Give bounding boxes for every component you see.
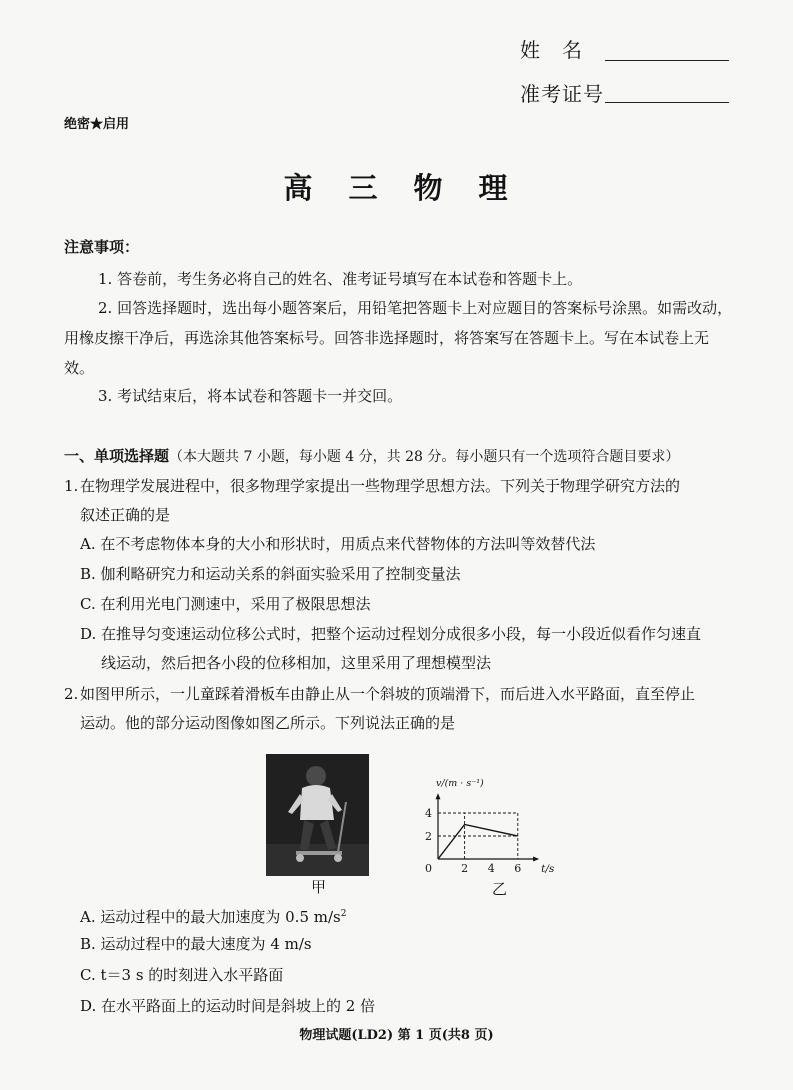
q2-option-c[interactable]: C. t＝3 s 的时刻进入水平路面	[80, 966, 284, 984]
figure-b-caption: 乙	[492, 880, 508, 898]
q1-option-c[interactable]: C. 在利用光电门测速中，采用了极限思想法	[80, 595, 371, 613]
section-note: （本大题共 7 小题，每小题 4 分，共 28 分。每小题只有一个选项符合题目要求）	[169, 449, 680, 465]
y-axis-label: v/(m · s⁻¹)	[436, 778, 484, 789]
question-line: 运动。他的部分运动图像如图乙所示。下列说法正确的是	[80, 714, 456, 732]
question-1-stem	[64, 472, 736, 530]
section-title: 一、单项选择题	[64, 447, 170, 465]
figure-a-caption: 甲	[311, 878, 327, 896]
title-char: 理	[478, 171, 510, 205]
notice-item: 2. 回答选择题时，选出每小题答案后，用铅笔把答题卡上对应题目的答案标号涂黑。如需改动，用橡皮擦干净后，再选涂其他答案标号。回答非选择题时，将答案写在答题卡上。写在本试卷上无效。	[64, 299, 733, 377]
y-tick-label: 2	[425, 830, 432, 843]
notice-heading: 注意事项：	[64, 238, 140, 256]
secret-label: 绝密★启用	[64, 117, 130, 132]
q2-option-a-exponent: 2	[340, 909, 347, 919]
question-line: 在物理学发展进程中，很多物理学家提出一些物理学思想方法。下列关于物理学研究方法的	[80, 477, 681, 495]
question-number: 2.	[64, 685, 79, 703]
title-char: 高	[283, 171, 315, 205]
exam-id-label: 准考证号	[520, 82, 604, 106]
y-tick-label: 4	[425, 807, 432, 820]
x-tick-label: 6	[514, 862, 522, 875]
page-footer: 物理试题(LD2) 第 1 页(共8 页)	[299, 1028, 494, 1043]
page-title	[0, 166, 793, 207]
q1-option-a[interactable]: A. 在不考虑物体本身的大小和形状时，用质点来代替物体的方法叫等效替代法	[80, 535, 596, 553]
q2-option-d[interactable]: D. 在水平路面上的运动时间是斜坡上的 2 倍	[80, 997, 376, 1015]
child-scooter-photo	[266, 754, 369, 876]
q1-option-d[interactable]: D. 在推导匀变速运动位移公式时，把整个运动过程划分成很多小段，每一小段近似看作匀速直	[80, 625, 702, 643]
question-number: 1.	[64, 477, 79, 495]
y-axis-arrow	[436, 793, 441, 799]
q2-option-b[interactable]: B. 运动过程中的最大速度为 4 m/s	[80, 935, 312, 953]
exam-id-blank-line[interactable]	[605, 102, 729, 103]
title-char: 三	[348, 171, 380, 205]
name-blank-line[interactable]	[605, 60, 729, 61]
q2-option-a-text: A. 运动过程中的最大加速度为 0.5 m/s	[80, 908, 341, 926]
q2-option-a[interactable]	[80, 900, 346, 932]
x-tick-label: 2	[461, 862, 469, 875]
q1-option-b[interactable]: B. 伽利略研究力和运动关系的斜面实验采用了控制变量法	[80, 565, 461, 583]
question-line: 如图甲所示，一儿童踩着滑板车由静止从一个斜坡的顶端滑下，而后进入水平路面，直至停止	[80, 685, 696, 703]
notice-item: 1. 答卷前，考生务必将自己的姓名、准考证号填写在本试卷和答题卡上。	[98, 270, 583, 288]
velocity-time-graph	[410, 775, 560, 885]
question-line: 叙述正确的是	[80, 506, 171, 524]
x-tick-label: 4	[487, 862, 495, 875]
child-scooter-illustration	[266, 754, 369, 876]
origin-label: 0	[425, 862, 432, 875]
question-2-stem	[64, 680, 736, 738]
x-axis-label: t/s	[541, 863, 555, 875]
q1-option-d-continued: 线运动，然后把各小段的位移相加，这里采用了理想模型法	[101, 654, 492, 672]
section-heading	[64, 445, 679, 466]
title-char: 物	[413, 171, 445, 205]
velocity-series-line	[438, 825, 518, 860]
notice-item: 3. 考试结束后，将本试卷和答题卡一并交回。	[98, 387, 403, 405]
x-axis-arrow	[533, 857, 539, 862]
name-label: 姓 名	[520, 38, 583, 62]
